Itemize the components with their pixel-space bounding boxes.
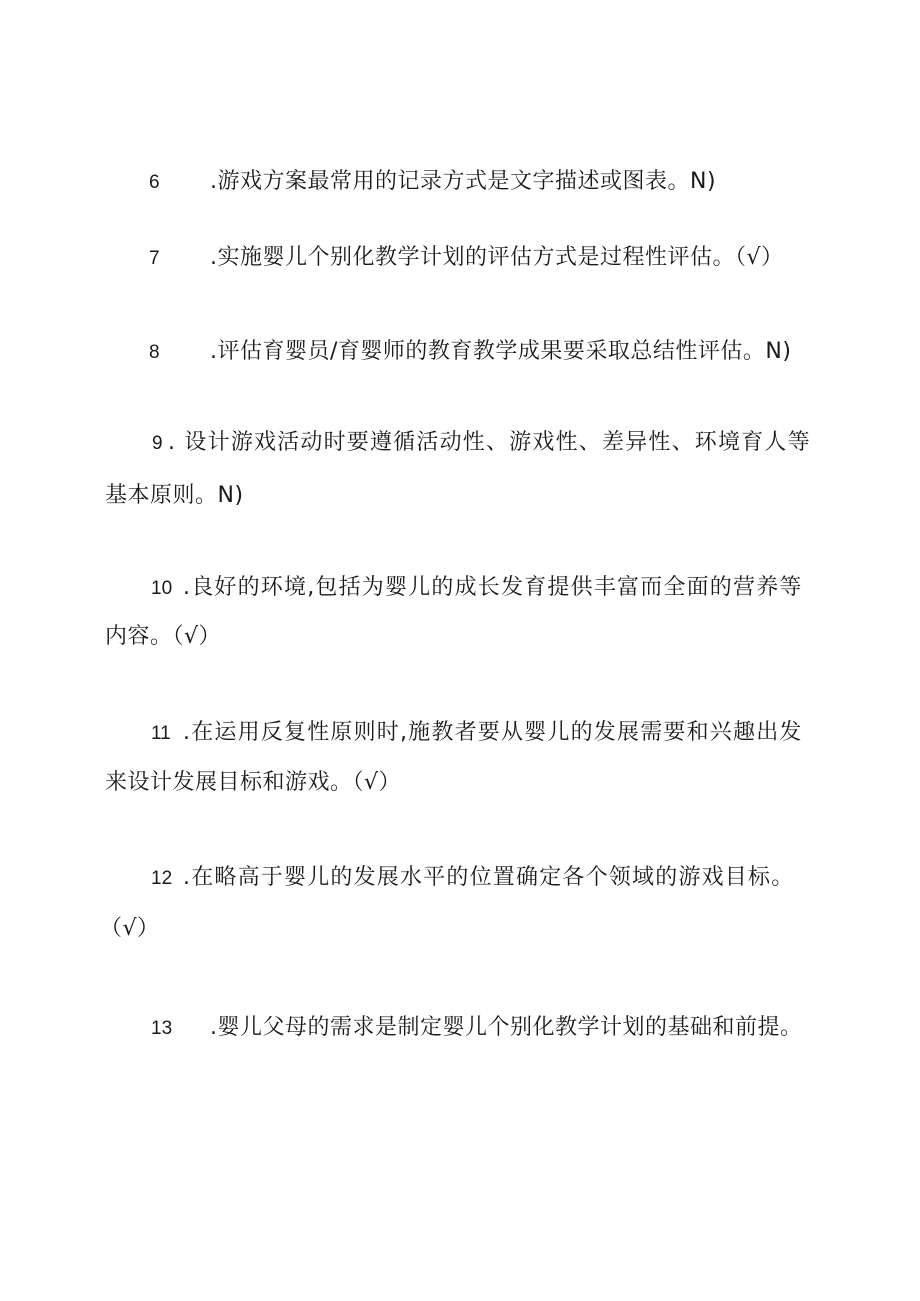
question-text-line-2: 内容。（√） xyxy=(105,624,222,649)
question-text: .游戏方案最常用的记录方式是文字描述或图表。N) xyxy=(210,169,717,194)
question-number: 7 xyxy=(149,248,160,269)
question-text-line-2: （√） xyxy=(100,916,160,941)
question-text-line-2: 来设计发展目标和游戏。（√） xyxy=(105,770,402,795)
question-text-line-1: . 设计游戏活动时要遵循活动性、游戏性、差异性、环境育人等 xyxy=(168,430,811,455)
question-text-line-1: .在运用反复性原则时,施教者要从婴儿的发展需要和兴趣出发 xyxy=(183,720,803,745)
question-text-line-2: 基本原则。N) xyxy=(105,483,244,508)
question-number: 12 xyxy=(151,868,173,889)
question-text: .评估育婴员/育婴师的教育教学成果要采取总结性评估。N) xyxy=(210,339,792,364)
question-text: .婴儿父母的需求是制定婴儿个别化教学计划的基础和前提。 xyxy=(210,1015,803,1040)
question-text: .实施婴儿个别化教学计划的评估方式是过程性评估。（√） xyxy=(210,245,784,270)
question-text-line-1: .在略高于婴儿的发展水平的位置确定各个领域的游戏目标。 xyxy=(183,865,795,890)
question-number: 6 xyxy=(149,172,160,193)
question-number: 9 xyxy=(152,433,163,454)
question-number: 8 xyxy=(149,342,160,363)
question-text-line-1: .良好的环境,包括为婴儿的成长发育提供丰富而全面的营养等 xyxy=(183,575,803,600)
question-number: 13 xyxy=(151,1018,173,1039)
question-number: 11 xyxy=(151,723,171,744)
question-number: 10 xyxy=(151,578,173,599)
